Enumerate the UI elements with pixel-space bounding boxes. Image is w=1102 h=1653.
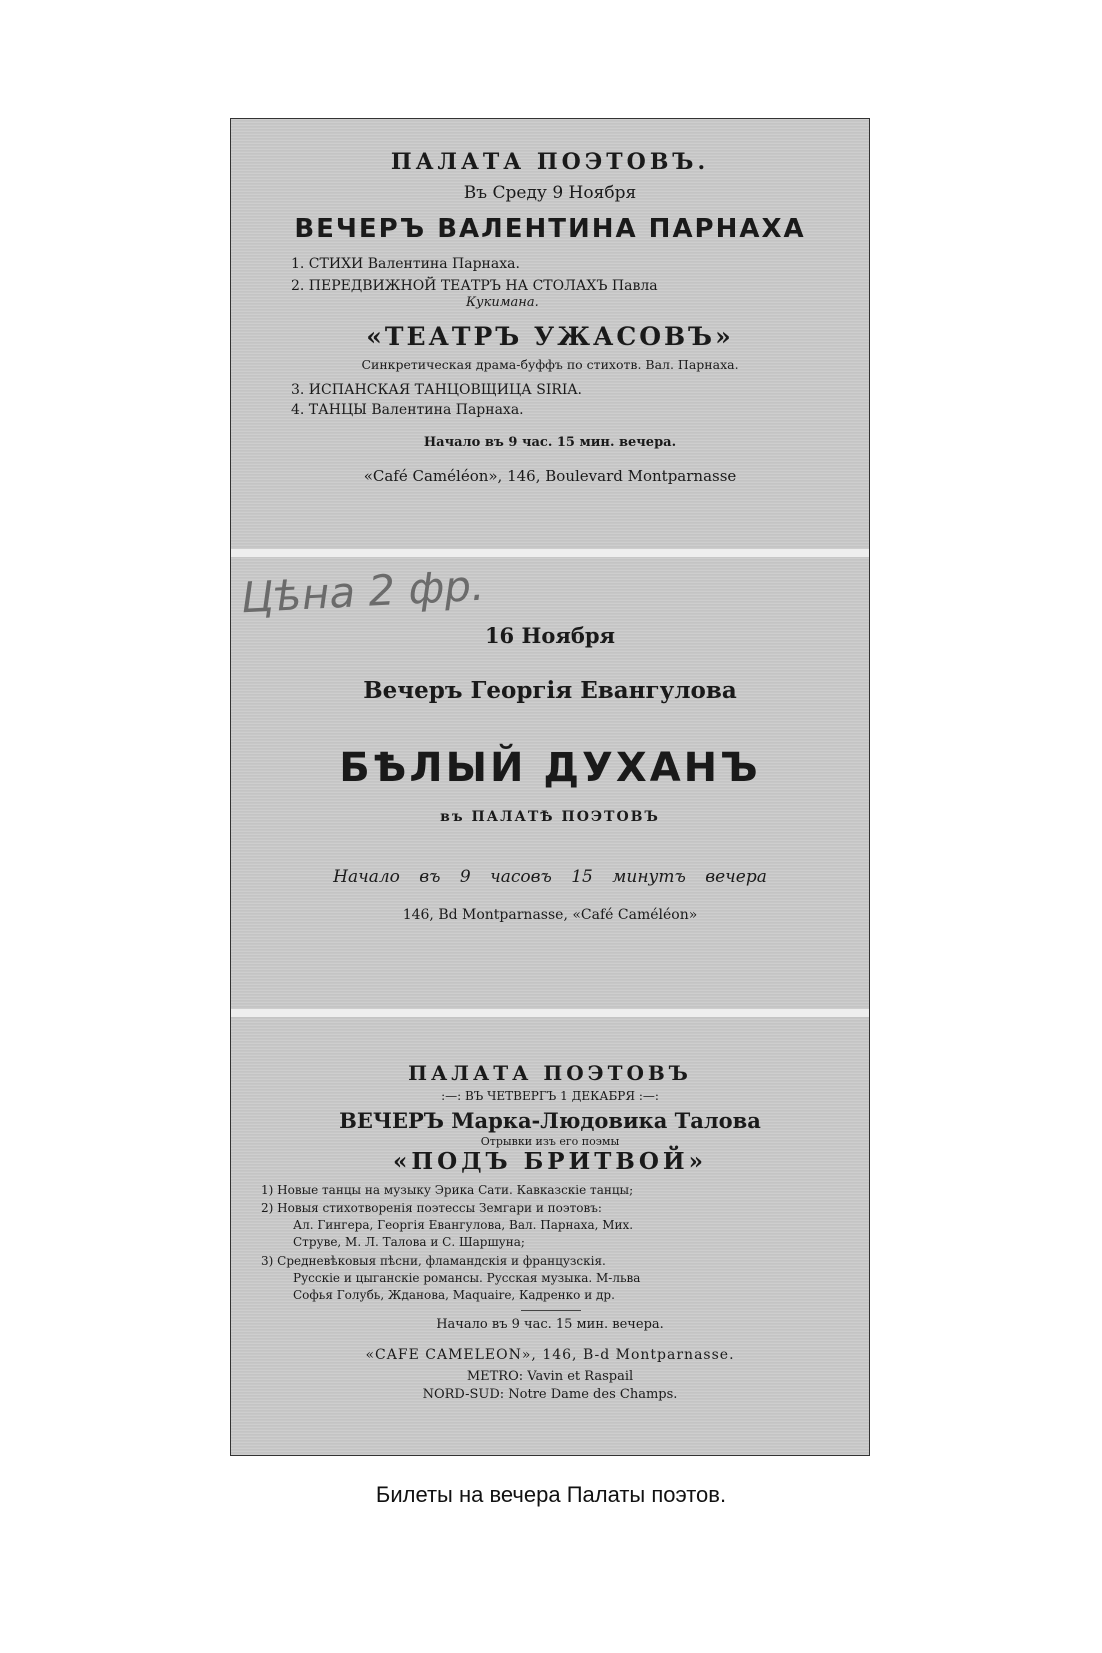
ticket-separator	[231, 1009, 869, 1017]
ticket1-item3: 3. ИСПАНСКАЯ ТАНЦОВЩИЦА SIRIA.	[291, 382, 582, 398]
ticket3-nordsud: NORD-SUD: Notre Dame des Champs.	[422, 1387, 678, 1402]
ticket3-line2a: 2) Новыя стихотворенія поэтессы Земгари и поэтовъ:	[261, 1201, 602, 1215]
ticket3-line3c: Софья Голубь, Жданова, Maquaire, Кадренко и др.	[293, 1288, 615, 1302]
tickets-frame	[230, 118, 870, 1456]
ticket3-excerpt: Отрывки изъ его поэмы	[480, 1135, 620, 1148]
ticket1-title: ВЕЧЕРЪ ВАЛЕНТИНА ПАРНАХА	[294, 214, 806, 244]
ticket2-evening: Вечеръ Георгія Евангулова	[363, 677, 737, 704]
ticket3-line2c: Струве, М. Л. Талова и С. Шаршуна;	[293, 1235, 525, 1249]
ticket2-start: Начало въ 9 часовъ 15 минутъ вечера	[333, 867, 767, 887]
ticket1-item1: 1. СТИХИ Валентина Парнаха.	[291, 256, 520, 272]
image-caption: Билеты на вечера Палаты поэтов.	[375, 1482, 727, 1507]
ticket-evangulov	[231, 557, 869, 1009]
ticket-separator	[231, 549, 869, 557]
ticket3-date: :—: ВЪ ЧЕТВЕРГЪ 1 ДЕКАБРЯ :—:	[441, 1089, 659, 1103]
ticket-parnakh	[231, 119, 869, 549]
ticket1-show: «ТЕАТРЪ УЖАСОВЪ»	[366, 322, 734, 351]
ticket3-poem: «ПОДЪ БРИТВОЙ»	[393, 1148, 707, 1175]
ticket1-item2a: 2. ПЕРЕДВИЖНОЙ ТЕАТРЪ НА СТОЛАХЪ Павла	[291, 278, 658, 294]
ticket1-date: Въ Среду 9 Ноября	[463, 183, 637, 203]
ticket3-line3b: Русскіе и цыганскіе романсы. Русская музыка. М-льва	[293, 1271, 641, 1285]
ticket1-show-desc: Синкретическая драма-буффъ по стихотв. Вал. Парнаха.	[361, 357, 739, 372]
ticket1-header: ПАЛАТА ПОЭТОВЪ.	[390, 149, 710, 175]
ticket3-venue: «CAFE CAMELEON», 146, B-d Montparnasse.	[365, 1347, 735, 1363]
ticket2-place: въ ПАЛАТѢ ПОЭТОВЪ	[440, 809, 660, 825]
ticket3-line1: 1) Новые танцы на музыку Эрика Сати. Кавказскіе танцы;	[261, 1183, 634, 1197]
ticket1-venue: «Café Caméléon», 146, Boulevard Montparnasse	[363, 467, 737, 485]
ticket1-start: Начало въ 9 час. 15 мин. вечера.	[423, 435, 677, 450]
ticket1-item4: 4. ТАНЦЫ Валентина Парнаха.	[291, 402, 524, 418]
ticket-talov	[231, 1017, 869, 1455]
ticket1-item2b: Кукимана.	[466, 295, 539, 310]
ticket3-line2b: Ал. Гингера, Георгія Евангулова, Вал. Парнаха, Мих.	[293, 1218, 634, 1232]
ticket3-metro: METRO: Vavin et Raspail	[466, 1369, 634, 1384]
ticket3-line3a: 3) Средневѣковыя пѣсни, фламандскія и французскія.	[261, 1254, 606, 1268]
ticket2-venue: 146, Bd Montparnasse, «Café Caméléon»	[402, 907, 698, 923]
ticket3-header: ПАЛАТА ПОЭТОВЪ	[408, 1061, 692, 1085]
ticket3-rule	[521, 1310, 581, 1311]
ticket2-title: БѢЛЫЙ ДУХАНЪ	[339, 745, 761, 791]
ticket2-date: 16 Ноября	[484, 623, 616, 648]
ticket3-title: ВЕЧЕРЪ Марка-Людовика Талова	[339, 1108, 761, 1133]
ticket3-start: Начало въ 9 час. 15 мин. вечера.	[436, 1317, 664, 1332]
handwritten-price: Цѣна 2 фр.	[239, 560, 486, 623]
